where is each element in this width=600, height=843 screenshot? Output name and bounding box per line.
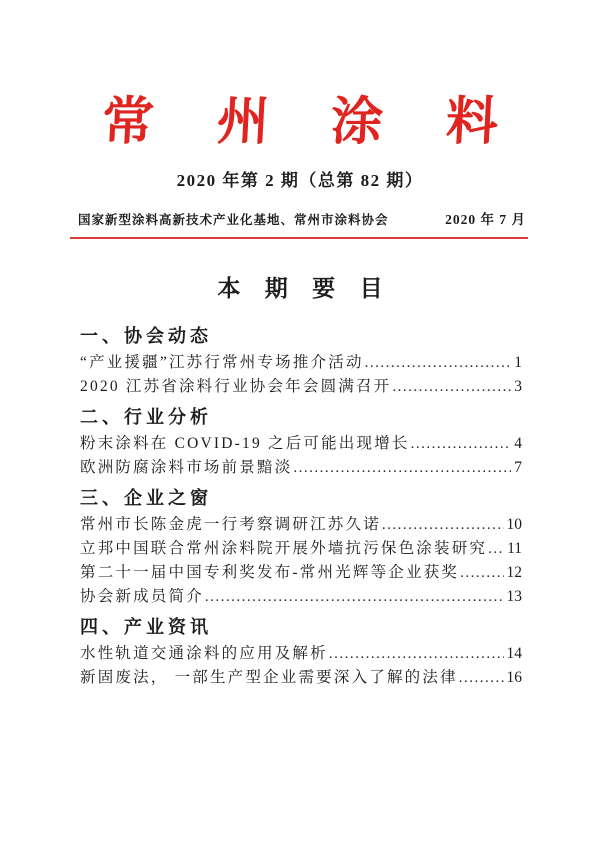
- masthead-char: 州: [215, 91, 271, 152]
- toc-item-page: 4: [514, 435, 522, 452]
- toc-heading: 本 期 要 目: [217, 275, 392, 301]
- toc-item: [80, 456, 522, 480]
- table-of-contents: [80, 325, 522, 690]
- publish-date: 2020 年 7 月: [445, 212, 526, 227]
- newsletter-cover-page: [0, 91, 600, 843]
- dot-leader: [392, 375, 511, 399]
- toc-item-page: 16: [506, 669, 522, 686]
- toc-section-industry-info: [80, 616, 522, 690]
- toc-item-title: 立邦中国联合常州涂料院开展外墙抗污保色涂装研究: [80, 540, 488, 557]
- publisher-row: [78, 208, 526, 228]
- toc-item-title: 欧洲防腐涂料市场前景黯淡: [80, 459, 293, 476]
- toc-item-page: 10: [506, 516, 522, 533]
- masthead-char: 料: [444, 91, 500, 152]
- toc-item: [80, 351, 522, 375]
- masthead-title: [100, 91, 500, 152]
- toc-item-title: 水性轨道交通涂料的应用及解析: [80, 645, 328, 662]
- toc-item-page: 3: [514, 378, 522, 395]
- toc-item-page: 7: [514, 459, 522, 476]
- toc-item: [80, 537, 522, 561]
- toc-item-title: 协会新成员简介: [80, 588, 204, 605]
- toc-item: [80, 642, 522, 666]
- dot-leader: [459, 666, 504, 690]
- toc-item-page: 11: [507, 540, 522, 557]
- dot-leader: [488, 537, 504, 561]
- dot-leader: [460, 561, 503, 585]
- toc-item-page: 13: [506, 588, 522, 605]
- toc-item-title: 新固废法， 一部生产型企业需要深入了解的法律: [80, 669, 458, 686]
- dot-leader: [293, 456, 511, 480]
- dot-leader: [205, 585, 504, 609]
- toc-section-heading: 一、协会动态: [80, 326, 212, 346]
- dot-leader: [365, 351, 512, 375]
- masthead-char: 常: [100, 91, 156, 152]
- toc-item: [80, 513, 522, 537]
- toc-item: [80, 561, 522, 585]
- toc-item-title: 粉末涂料在 COVID-19 之后可能出现增长: [80, 435, 410, 452]
- toc-section-heading: 二、行业分析: [80, 407, 212, 427]
- dot-leader: [382, 513, 504, 537]
- toc-item: [80, 375, 522, 399]
- toc-item-page: 14: [506, 645, 522, 662]
- toc-item-title: 常州市长陈金虎一行考察调研江苏久诺: [80, 516, 381, 533]
- dot-leader: [329, 642, 504, 666]
- toc-section-heading: 三、企业之窗: [80, 488, 212, 508]
- toc-item: [80, 666, 522, 690]
- dot-leader: [411, 432, 512, 456]
- toc-item-title: 第二十一届中国专利奖发布-常州光辉等企业获奖: [80, 564, 460, 581]
- toc-item-title: “产业援疆”江苏行常州专场推介活动: [80, 354, 364, 371]
- toc-section-industry-analysis: [80, 406, 522, 480]
- toc-section-enterprise-window: [80, 487, 522, 609]
- masthead-char: 涂: [329, 91, 385, 152]
- toc-item: [80, 432, 522, 456]
- toc-section-association-news: [80, 325, 522, 399]
- red-divider-rule: [70, 237, 528, 239]
- toc-item: [80, 585, 522, 609]
- issue-line: 2020 年第 2 期（总第 82 期）: [176, 171, 424, 190]
- toc-item-page: 12: [506, 564, 522, 581]
- toc-item-page: 1: [514, 354, 522, 371]
- publisher-name: 国家新型涂料高新技术产业化基地、常州市涂料协会: [78, 213, 389, 227]
- toc-item-title: 2020 江苏省涂料行业协会年会圆满召开: [80, 378, 392, 395]
- toc-section-heading: 四、产业资讯: [80, 617, 212, 637]
